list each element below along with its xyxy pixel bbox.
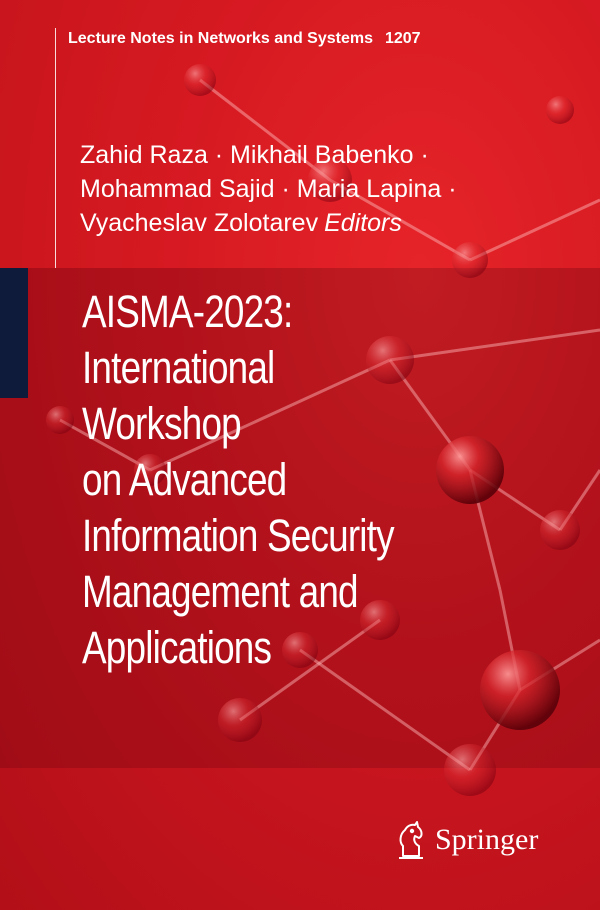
- editors-line-3: [80, 206, 580, 240]
- title-line: Information Security: [82, 510, 394, 561]
- title-line: Management and: [82, 566, 358, 617]
- editors-role: Editors: [324, 209, 402, 237]
- editors-line-1: Zahid Raza · Mikhail Babenko ·: [80, 141, 429, 169]
- title-line: AISMA-2023:: [82, 286, 293, 337]
- title-line: on Advanced: [82, 454, 287, 505]
- editors-block: [80, 138, 580, 240]
- vertical-rule: [55, 28, 56, 268]
- title-line: Workshop: [82, 398, 241, 449]
- publisher-logo: [395, 818, 538, 862]
- book-title: [82, 284, 500, 676]
- springer-knight-icon: [395, 820, 427, 860]
- navy-accent-bar: [0, 268, 28, 398]
- editors-line-2: Mohammad Sajid · Maria Lapina ·: [80, 175, 457, 203]
- series-name: Lecture Notes in Networks and Systems: [68, 30, 373, 47]
- series-line: [68, 30, 421, 48]
- title-line: International: [82, 342, 275, 393]
- title-line: Applications: [82, 622, 272, 673]
- publisher-name: Springer: [435, 823, 539, 856]
- editors-line-3-names: Vyacheslav Zolotarev: [80, 209, 319, 237]
- series-volume: 1207: [384, 30, 421, 47]
